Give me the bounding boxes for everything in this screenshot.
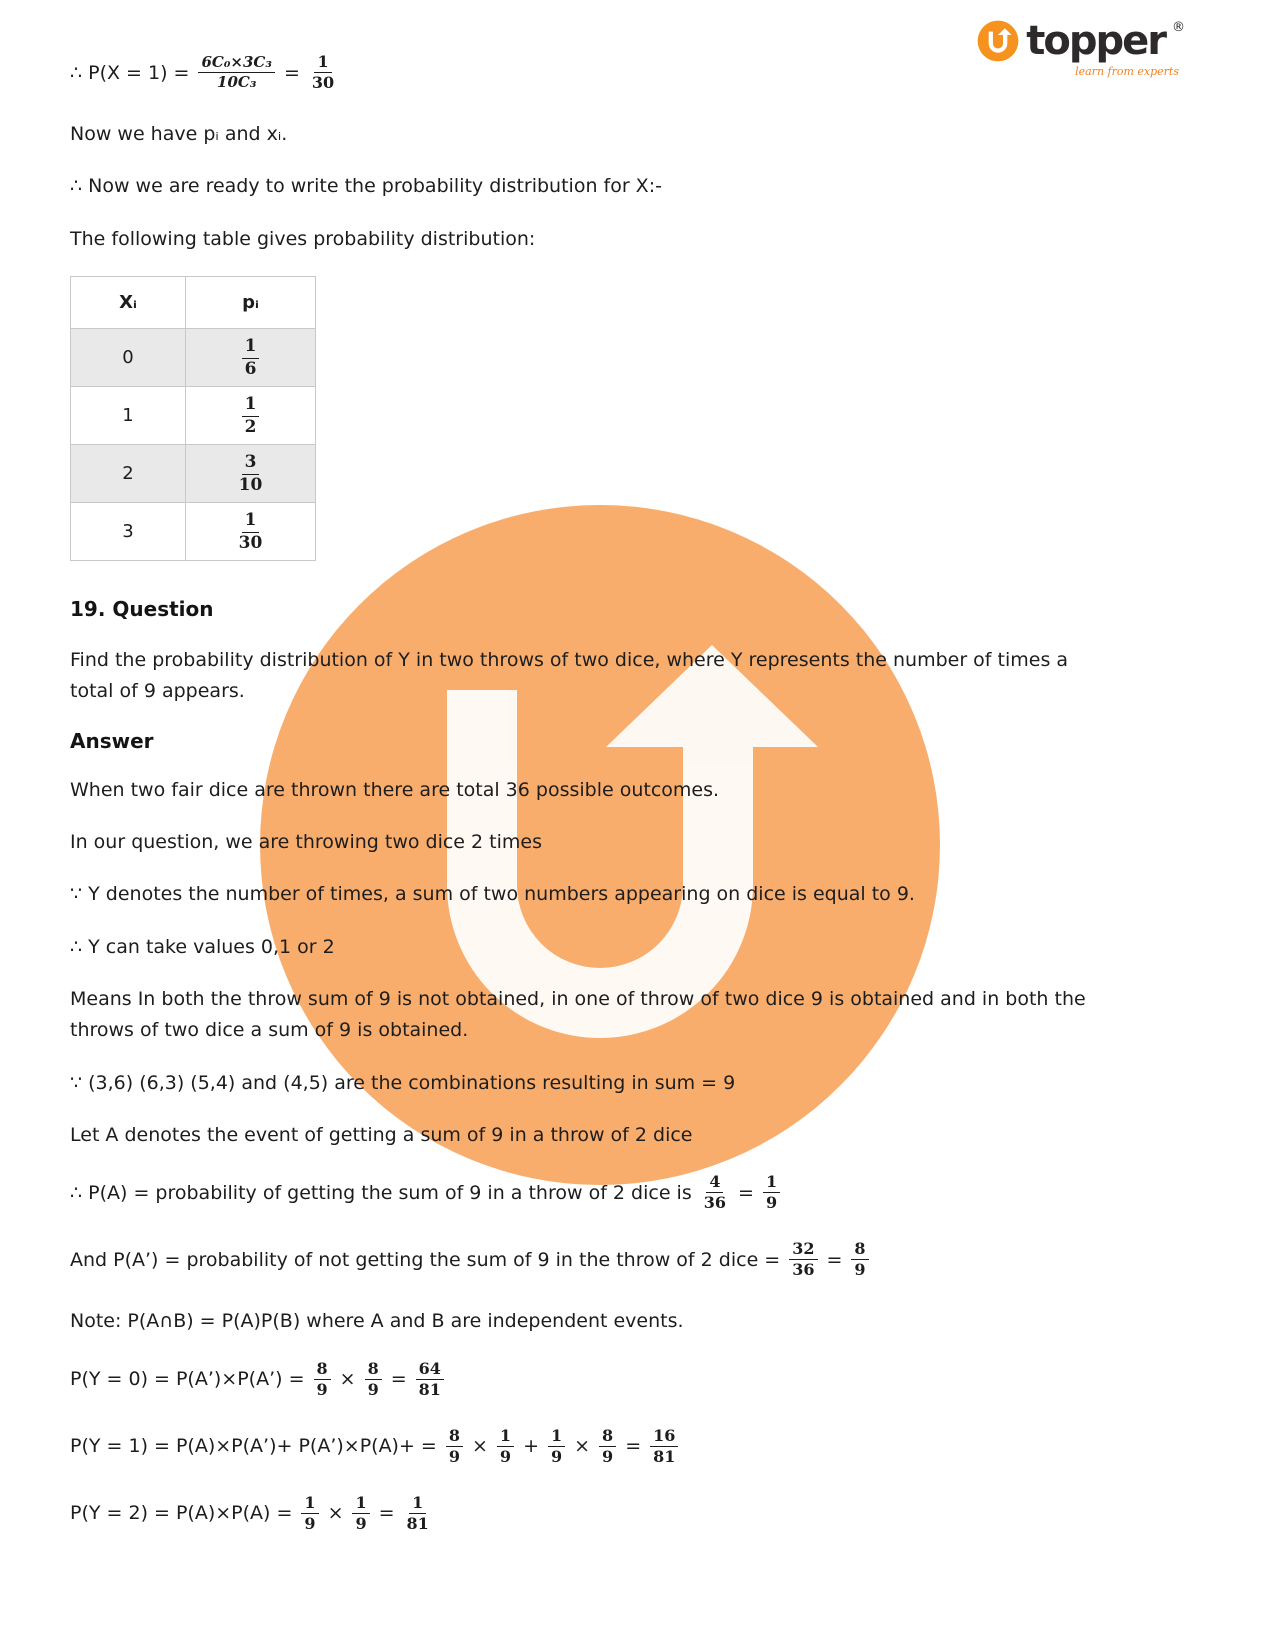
fraction [497,1426,514,1467]
equation-lead: ∴ P(X = 1) = [70,61,190,84]
fraction-numerator: 8 [314,1359,331,1380]
fraction [650,1426,678,1467]
equation-lead: ∴ P(A) = probability of getting the sum of 9 in a throw of 2 dice is [70,1181,692,1204]
fraction [446,1426,463,1467]
fraction-denominator: 9 [602,1446,614,1466]
fraction-denominator: 30 [311,73,335,92]
fraction [236,510,266,554]
equals-sign: = [625,1435,642,1458]
fraction-denominator: 9 [304,1513,316,1533]
fraction [789,1239,817,1280]
paragraph-ready: ∴ Now we are ready to write the probability distribution for X:- [70,175,662,198]
plus-sign: + [523,1435,539,1458]
registered-mark: ® [1172,20,1185,35]
fraction [242,394,260,438]
fraction-denominator: 9 [316,1379,328,1399]
paragraph-event-a: Let A denotes the event of getting a sum of 9 in a throw of 2 dice [70,1124,693,1147]
fraction-numerator: 6C₀×3C₃ [198,53,274,73]
times-sign: × [472,1435,488,1458]
paragraph-throwing: In our question, we are throwing two dice 2 times [70,831,542,854]
col-header-xi: Xᵢ [71,277,186,329]
times-sign: × [574,1435,591,1458]
fraction [352,1493,369,1534]
table-row [71,503,316,561]
brand-row [977,20,1185,62]
fraction-numerator: 8 [446,1426,463,1447]
xi-cell: 0 [71,329,186,387]
xi-cell: 2 [71,445,186,503]
fraction [198,53,274,92]
equation-lead: And P(A’) = probability of not getting the sum of 9 in the throw of 2 dice = [70,1248,781,1271]
paragraph-outcomes: When two fair dice are thrown there are total 36 possible outcomes. [70,778,720,801]
fraction-numerator: 1 [314,52,331,73]
fraction-numerator: 8 [851,1239,868,1260]
topper-logo-icon [977,20,1019,62]
fraction [309,52,337,93]
equals-sign: = [738,1181,754,1204]
paragraph-means: Means In both the throw sum of 9 is not obtained, in one of throw of two dice 9 is obtained and in both the throws of two dice a sum of 9 is obtained. [70,988,1086,1042]
fraction-numerator: 8 [599,1426,616,1447]
paragraph-y-denotes: ∵ Y denotes the number of times, a sum of two numbers appearing on dice is equal to 9. [70,883,915,906]
table-row [71,387,316,445]
fraction [404,1493,432,1534]
fraction-denominator: 81 [418,1379,441,1399]
fraction-numerator: 1 [242,336,260,358]
question-text: Find the probability distribution of Y in two throws of two dice, where Y represents the number of times a total of 9 appears. [70,649,1069,703]
fraction-denominator: 36 [703,1193,727,1213]
fraction-denominator: 81 [406,1513,429,1533]
times-sign: × [327,1502,344,1525]
xi-cell: 1 [71,387,186,445]
logo-circle [978,21,1019,62]
fraction-denominator: 9 [499,1446,512,1466]
fraction-denominator: 9 [448,1446,460,1466]
fraction [365,1359,382,1400]
equals-sign: = [378,1502,395,1525]
equation-pa [70,1172,1115,1213]
equals-sign: = [826,1248,843,1271]
equation-lead: P(Y = 1) = P(A)×P(A’)+ P(A’)×P(A)+ = [70,1435,437,1458]
equation-pa-prime [70,1239,1115,1280]
pi-cell [186,503,316,561]
brand-tagline: learn from experts [1075,65,1179,78]
fraction-denominator: 30 [238,532,263,553]
xi-cell: 3 [71,503,186,561]
fraction-denominator: 9 [765,1193,778,1213]
pi-cell [186,329,316,387]
fraction-numerator: 64 [416,1359,444,1380]
fraction-denominator: 2 [244,416,257,437]
fraction [236,452,266,496]
col-header-pi: pᵢ [186,277,316,329]
fraction-denominator: 10C₃ [217,73,257,91]
fraction-numerator: 1 [409,1493,426,1514]
equation-lead: P(Y = 0) = P(A’)×P(A’) = [70,1368,305,1391]
fraction-denominator: 10 [238,474,263,495]
paragraph-note: Note: P(A∩B) = P(A)P(B) where A and B are independent events. [70,1310,684,1333]
fraction [416,1359,444,1400]
fraction-numerator: 1 [763,1172,780,1193]
equation-y2 [70,1493,1115,1534]
question-heading: 19. Question [70,597,214,622]
paragraph-y-values: ∴ Y can take values 0,1 or 2 [70,935,335,958]
fraction-numerator: 1 [548,1426,565,1447]
paragraph-table-intro: The following table gives probability distribution: [70,227,536,250]
pi-cell [186,445,316,503]
pi-cell [186,387,316,445]
fraction [242,336,260,380]
fraction-denominator: 6 [244,358,257,379]
fraction-denominator: 9 [550,1446,563,1466]
fraction-numerator: 4 [706,1172,723,1193]
probability-table [70,276,316,561]
fraction [314,1359,331,1400]
table-row [71,329,316,387]
paragraph-combinations: ∵ (3,6) (6,3) (5,4) and (4,5) are the combinations resulting in sum = 9 [70,1071,736,1094]
paragraph-now-have: Now we have pᵢ and xᵢ. [70,123,288,145]
table-row [71,445,316,503]
equation-lead: P(Y = 2) = P(A)×P(A) = [70,1502,293,1525]
fraction-numerator: 16 [650,1426,678,1447]
fraction-numerator: 1 [301,1493,318,1514]
fraction [763,1172,780,1213]
fraction-numerator: 3 [242,452,260,474]
fraction-denominator: 9 [854,1260,866,1280]
equals-sign: = [283,61,300,84]
brand-name: topper [1026,18,1165,64]
fraction [548,1426,565,1467]
fraction [301,1493,318,1534]
fraction-denominator: 9 [367,1379,379,1399]
times-sign: × [339,1368,356,1391]
equation-y1 [70,1426,1115,1467]
fraction-numerator: 1 [242,394,260,416]
equation-px1 [70,52,1115,93]
fraction-numerator: 1 [497,1426,514,1447]
brand-logo [977,20,1185,78]
fraction-denominator: 9 [355,1513,367,1533]
fraction-denominator: 36 [792,1260,815,1280]
fraction-numerator: 32 [789,1239,817,1260]
table-header-row [71,277,316,329]
fraction-numerator: 1 [352,1493,369,1514]
fraction-denominator: 81 [653,1446,676,1466]
equation-y0 [70,1359,1115,1400]
equals-sign: = [390,1368,407,1391]
fraction-numerator: 1 [242,510,260,532]
fraction [701,1172,729,1213]
fraction [851,1239,868,1280]
fraction [599,1426,616,1467]
fraction-numerator: 8 [365,1359,382,1380]
answer-heading: Answer [70,728,154,753]
